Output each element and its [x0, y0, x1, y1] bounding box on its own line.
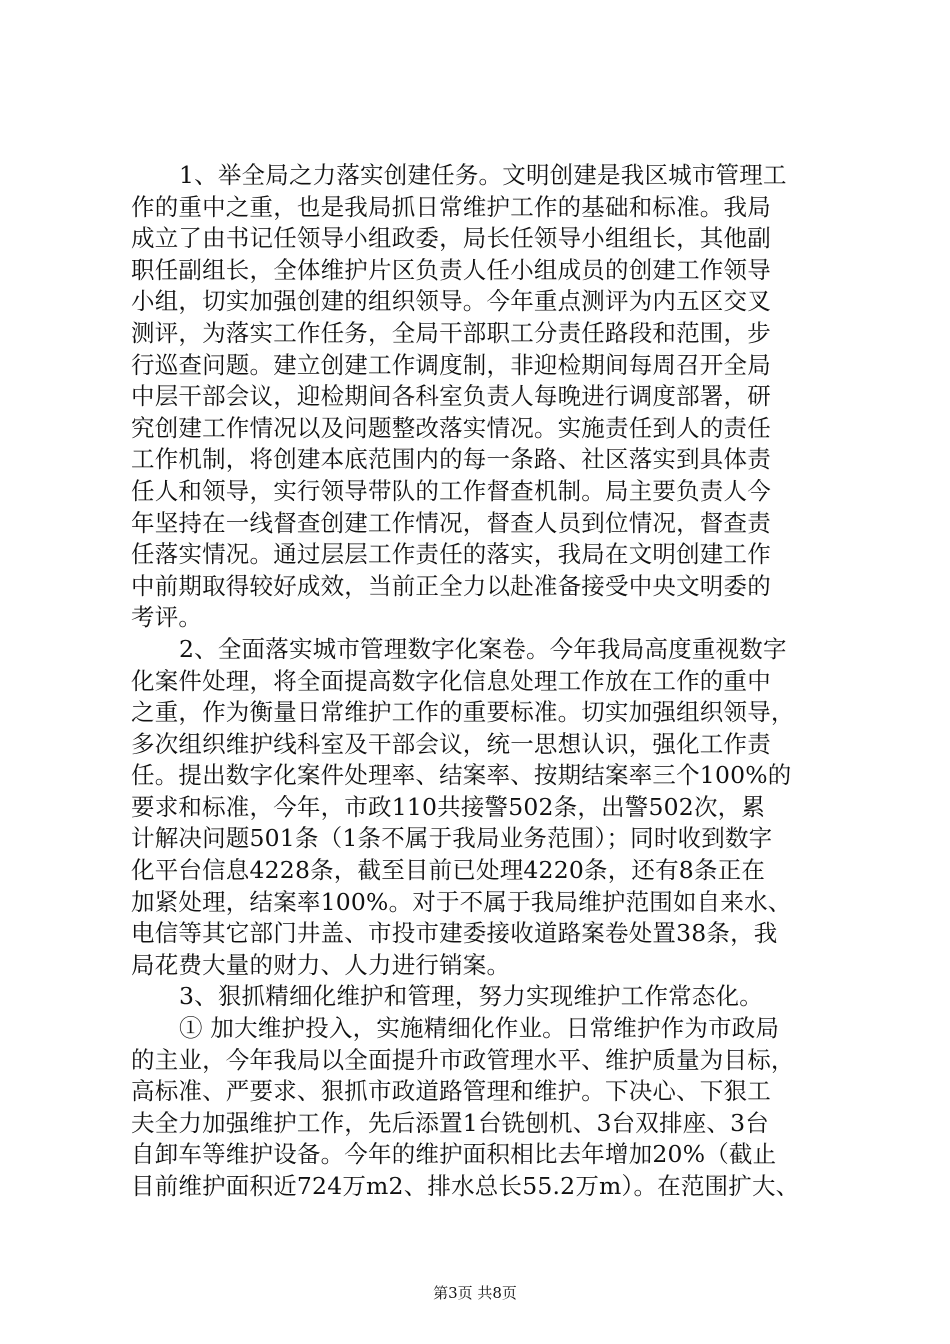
paragraph-1-line-12: 年坚持在一线督查创建工作情况，督查人员到位情况，督查责	[131, 508, 771, 537]
document-body	[131, 160, 831, 1203]
section-3-heading: 3、狠抓精细化维护和管理，努力实现维护工作常态化。	[179, 982, 763, 1011]
paragraph-2-line-2: 化案件处理，将全面提高数字化信息处理工作放在工作的重中	[131, 666, 771, 695]
paragraph-1-line-1: 1、举全局之力落实创建任务。文明创建是我区城市管理工	[179, 161, 787, 189]
paragraph-1-line-10: 工作机制，将创建本底范围内的每一条路、社区落实到具体责	[131, 445, 771, 474]
page-number-footer: 第3页 共8页	[433, 1284, 517, 1302]
paragraph-1-line-8: 中层干部会议，迎检期间各科室负责人每晚进行调度部署，研	[131, 382, 771, 411]
paragraph-1-line-11: 任人和领导，实行领导带队的工作督查机制。局主要负责人今	[131, 476, 771, 505]
paragraph-2-line-10: 电信等其它部门井盖、市投市建委接收道路案卷处置38条，我	[131, 919, 778, 948]
paragraph-2-line-9: 加紧处理，结案率100%。对于不属于我局维护范围如自来水、	[131, 887, 792, 916]
paragraph-1-line-14: 中前期取得较好成效，当前正全力以赴准备接受中央文明委的	[131, 571, 771, 600]
paragraph-1-line-15: 考评。	[131, 603, 203, 632]
paragraph-1-line-4: 职任副组长，全体维护片区负责人任小组成员的创建工作领导	[131, 255, 771, 284]
paragraph-3-line-4: 夫全力加强维护工作，先后添置1台铣刨机、3台双排座、3台	[131, 1108, 769, 1137]
paragraph-2-line-7: 计解决问题501条（1条不属于我局业务范围）；同时收到数字	[131, 824, 773, 853]
paragraph-3-line-2: 的主业，今年我局以全面提升市政管理水平、维护质量为目标，	[131, 1045, 795, 1074]
paragraph-2-line-3: 之重，作为衡量日常维护工作的重要标准。切实加强组织领导，	[131, 698, 795, 727]
paragraph-1-line-13: 任落实情况。通过层层工作责任的落实，我局在文明创建工作	[131, 540, 771, 569]
paragraph-1-line-5: 小组，切实加强创建的组织领导。今年重点测评为内五区交叉	[131, 287, 771, 316]
paragraph-1-line-7: 行巡查问题。建立创建工作调度制，非迎检期间每周召开全局	[131, 350, 771, 379]
paragraph-2-line-8: 化平台信息4228条，截至目前已处理4220条，还有8条正在	[131, 856, 766, 885]
paragraph-3-line-3: 高标准、严要求、狠抓市政道路管理和维护。下决心、下狠工	[131, 1077, 771, 1106]
paragraph-3-line-5: 自卸车等维护设备。今年的维护面积相比去年增加20%（截止	[131, 1140, 777, 1169]
paragraph-1-line-9: 究创建工作情况以及问题整改落实情况。实施责任到人的责任	[131, 413, 771, 442]
paragraph-3-line-6: 目前维护面积近724万m2、排水总长55.2万m）。在范围扩大、	[131, 1172, 800, 1200]
paragraph-2-line-11: 局花费大量的财力、人力进行销案。	[131, 950, 511, 979]
paragraph-2-line-1: 2、全面落实城市管理数字化案卷。今年我局高度重视数字	[179, 634, 787, 663]
paragraph-2-line-6: 要求和标准，今年，市政110共接警502条，出警502次，累	[131, 792, 766, 821]
paragraph-1-line-6: 测评，为落实工作任务，全局干部职工分责任路段和范围，步	[131, 318, 771, 347]
paragraph-1-line-2: 作的重中之重，也是我局抓日常维护工作的基础和标准。我局	[131, 192, 771, 221]
paragraph-1-line-3: 成立了由书记任领导小组政委，局长任领导小组组长，其他副	[131, 224, 771, 253]
paragraph-2-line-5: 任。提出数字化案件处理率、结案率、按期结案率三个100%的	[131, 761, 792, 790]
paragraph-3-line-1: ① 加大维护投入，实施精细化作业。日常维护作为市政局	[179, 1014, 780, 1043]
paragraph-2-line-4: 多次组织维护线科室及干部会议，统一思想认识，强化工作责	[131, 729, 771, 758]
